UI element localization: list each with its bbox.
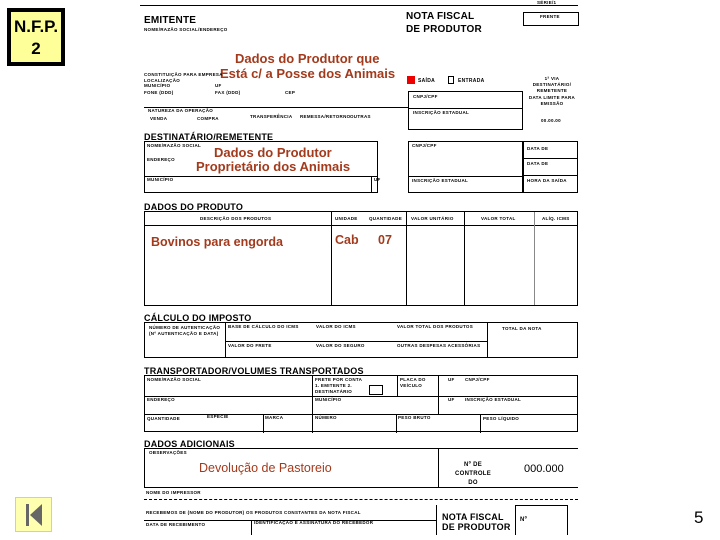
label: FRETE POR CONTA 1. EMITENTE 2. DESTINATÁRIO [315, 377, 362, 394]
frente-box [523, 12, 579, 26]
col-header: VALOR UNITÁRIO [411, 216, 454, 221]
form-title-2: DE PRODUTOR [406, 24, 482, 35]
col-header: VALOR TOTAL [481, 216, 516, 221]
entrada-label: ENTRADA [458, 78, 485, 84]
label: INSCRIÇÃO ESTADUAL [412, 178, 469, 183]
produto-quantidade: 07 [378, 233, 392, 247]
label: MUNICÍPIO [144, 83, 171, 88]
label: MARCA [265, 415, 284, 420]
label: FAX (DDD) [215, 90, 241, 95]
natureza-option[interactable]: COMPRA [197, 116, 219, 121]
label: ENDEREÇO [147, 397, 175, 402]
label: NÚMERO DE AUTENTICAÇÃO (Nº AUTENTICAÇÃO E DATA) [149, 325, 221, 336]
controle-number: 000.000 [524, 463, 564, 475]
label: ENDEREÇO [147, 157, 175, 162]
label: PESO LÍQUIDO [483, 416, 520, 421]
vale-label: DATA LIMITE PARA EMISSÃO [528, 95, 576, 106]
badge-line2: 2 [31, 39, 41, 58]
label: VALOR DO SEGURO [316, 343, 365, 348]
col-header: ALÍQ. ICMS [542, 216, 570, 221]
label: UF [215, 83, 222, 88]
adicionais-heading: DADOS ADICIONAIS [144, 439, 235, 449]
divider [140, 5, 578, 6]
label: HORA DA SAÍDA [527, 178, 567, 183]
saida-label: SAÍDA [418, 78, 436, 84]
label: FONE (DDD) [144, 90, 174, 95]
col-header: UNIDADE [335, 216, 358, 221]
observacao-text: Devolução de Pastoreio [199, 461, 332, 475]
stub-title-1: NOTA FISCAL [442, 512, 504, 522]
entrada-checkbox[interactable] [448, 76, 454, 84]
imposto-box [144, 322, 578, 358]
dates-box [523, 141, 578, 193]
skip-back-icon [16, 498, 53, 533]
annotation-posse-2: Está c/ a Posse dos Animais [220, 66, 396, 81]
label: DATA DE [527, 161, 549, 166]
col-header: QUANTIDADE [369, 216, 402, 221]
frete-por-conta-input[interactable] [369, 385, 383, 395]
label: NÚMERO [315, 415, 337, 420]
produto-table [144, 211, 578, 306]
label: CEP [285, 90, 296, 95]
natureza-label: NATUREZA DA OPERAÇÃO [148, 108, 214, 113]
vale-date: 00.00.00 [541, 118, 561, 123]
badge-line1: N.F.P. [13, 17, 59, 36]
label: MUNICÍPIO [315, 397, 342, 402]
annotation-posse-1: Dados do Produtor que [235, 51, 380, 66]
produto-heading: DADOS DO PRODUTO [144, 202, 244, 212]
ie-label: INSCRIÇÃO ESTADUAL [413, 110, 470, 115]
emitente-sub: NOME/RAZÃO SOCIAL/ENDEREÇO [144, 27, 228, 32]
frente-label: FRENTE [540, 14, 560, 19]
label: PESO BRUTO [398, 415, 431, 420]
natureza-option[interactable]: VENDA [150, 116, 168, 121]
page-number: 5 [694, 508, 704, 527]
label: BASE DE CÁLCULO DO ICMS [228, 324, 299, 329]
cnpj-ie-box [408, 91, 523, 130]
emitente-heading: EMITENTE [144, 15, 197, 26]
natureza-option[interactable]: TRANSFERÊNCIA [250, 114, 293, 119]
saida-checkbox[interactable] [407, 76, 415, 84]
label: QUANTIDADE [147, 416, 180, 421]
slide-badge [7, 8, 65, 66]
via-label: 1ª VIA DESTINATÁRIO/ REMETENTE [532, 76, 572, 93]
stub-number-label: Nº [520, 517, 528, 523]
label: DATA DE [527, 146, 549, 151]
label: VALOR DO ICMS [316, 324, 356, 329]
label: IDENTIFICAÇÃO E ASSINATURA DO RECEBEDOR [254, 520, 374, 525]
impressor-label: NOME DO IMPRESSOR [146, 490, 201, 495]
dest-cnpj-box [408, 141, 523, 193]
natureza-option[interactable]: OUTRAS [350, 114, 371, 119]
label: ESPÉCIE [207, 414, 229, 419]
label: DATA DE RECEBIMENTO [146, 522, 206, 527]
serie-label: SÉRIE/1 [537, 0, 557, 5]
imposto-heading: CÁLCULO DO IMPOSTO [144, 313, 252, 323]
label: UF [448, 397, 455, 402]
label: TOTAL DA NOTA [502, 326, 542, 331]
annotation-proprietario-1: Dados do Produtor [214, 145, 332, 160]
label: OBSERVAÇÕES [149, 450, 187, 455]
transportador-box [144, 375, 578, 432]
label: RECEBEMOS DE (NOME DO PRODUTOR) OS PRODUTOS CONSTANTES DA NOTA FISCAL [146, 510, 361, 515]
label: CNPJ/CPF [465, 377, 490, 382]
label: NOME/RAZÃO SOCIAL [147, 377, 202, 382]
label: MUNICÍPIO [147, 177, 174, 182]
label: CNPJ/CPF [412, 143, 437, 148]
label: UF [448, 377, 455, 382]
produto-descricao: Bovinos para engorda [151, 235, 283, 249]
label: NOME/RAZÃO SOCIAL [147, 143, 202, 148]
cut-line [144, 499, 578, 500]
annotation-proprietario-2: Proprietário dos Animais [196, 159, 351, 174]
label: LOCALIZAÇÃO [144, 78, 181, 83]
first-slide-button[interactable] [15, 497, 52, 532]
transportador-heading: TRANSPORTADOR/VOLUMES TRANSPORTADOS [144, 366, 364, 376]
label: OUTRAS DESPESAS ACESSÓRIAS [397, 343, 481, 348]
natureza-option[interactable]: REMESSA/RETORNO [300, 114, 351, 119]
label: UF [374, 177, 381, 182]
destinatario-heading: DESTINATÁRIO/REMETENTE [144, 132, 274, 142]
cnpj-label: CNPJ/CPF [413, 94, 438, 99]
label: INSCRIÇÃO ESTADUAL [465, 397, 522, 402]
canhoto [144, 505, 578, 535]
col-header: DESCRIÇÃO DOS PRODUTOS [200, 216, 272, 221]
controle-label: Nº DE CONTROLE DO [455, 462, 492, 486]
label: CONSTITUIÇÃO PARA EMPRESA [144, 72, 223, 77]
label: PLACA DO VEÍCULO [400, 377, 426, 388]
stub-title-2: DE PRODUTOR [442, 522, 511, 532]
produto-unidade: Cab [335, 233, 359, 247]
label: VALOR TOTAL DOS PRODUTOS [397, 324, 474, 329]
form-title-1: NOTA FISCAL [406, 11, 475, 22]
label: VALOR DO FRETE [228, 343, 272, 348]
